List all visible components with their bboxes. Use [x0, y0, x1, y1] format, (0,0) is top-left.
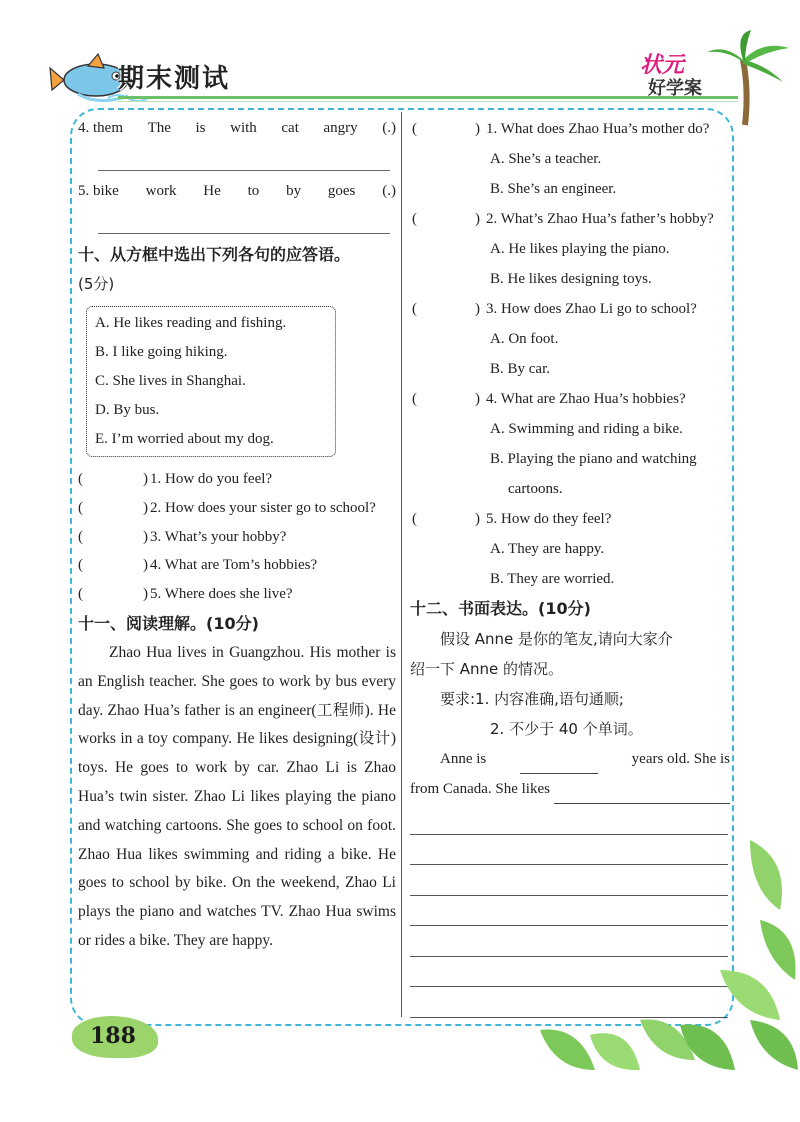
question-text: 4. What are Zhao Hua’s hobbies? [486, 390, 686, 407]
scramble-word: with [230, 120, 257, 136]
header-title: 期末测试 [118, 64, 231, 94]
writing-prompt-2: 绍一下 Anne 的情况。 [410, 660, 564, 678]
scramble-word: (.) [382, 120, 396, 136]
scramble-word: (.) [382, 183, 396, 199]
age-blank[interactable] [520, 755, 598, 774]
left-column [78, 114, 396, 956]
question-text: 5. Where does she live? [150, 586, 293, 603]
match-question-4 [78, 551, 396, 580]
answer-blank[interactable]: ( ) [412, 300, 480, 317]
page-number: 188 [90, 1023, 136, 1049]
option-text: A. They are happy. [490, 541, 605, 557]
writing-line-2 [410, 774, 730, 804]
answer-blank[interactable]: ( ) [412, 120, 480, 137]
page-header [0, 0, 800, 110]
scramble-word: cat [281, 120, 299, 136]
scramble-word: to [247, 183, 260, 199]
option-b: B. I like going hiking. [95, 344, 228, 360]
option-text: B. Playing the piano and watching [490, 451, 697, 467]
writing-text: years old. She is [631, 751, 730, 767]
answer-blank[interactable]: ( ) [78, 586, 148, 603]
scramble-word: angry [323, 120, 358, 136]
answer-blank[interactable]: ( ) [78, 557, 148, 574]
scramble-word: is [195, 120, 206, 136]
option-c: C. She lives in Shanghai. [95, 373, 246, 389]
page-number-badge [72, 1016, 158, 1058]
writing-requirement-1: 要求:1. 内容准确,语句通顺; [440, 690, 624, 708]
option-text: B. By car. [490, 361, 550, 377]
question-text: 1. How do you feel? [150, 470, 273, 487]
likes-blank[interactable] [554, 785, 730, 804]
option-text: B. They are worried. [490, 571, 615, 587]
scramble-word: 4. them [78, 120, 123, 136]
match-question-5 [78, 580, 396, 609]
match-question-1 [78, 465, 396, 494]
answer-blank[interactable]: ( ) [78, 470, 148, 487]
section-11-title: 十一、阅读理解。(10分) [78, 613, 259, 633]
question-text: 1. What does Zhao Hua’s mother do? [486, 120, 710, 137]
section-10-title: 十、从方框中选出下列各句的应答语。 [78, 245, 351, 264]
option-text: A. On foot. [490, 331, 559, 347]
option-a: A. He likes reading and fishing. [95, 315, 287, 331]
scramble-question-5 [78, 177, 396, 207]
answer-blank[interactable]: ( ) [412, 390, 480, 407]
option-text-continued: cartoons. [508, 481, 563, 497]
answer-blank[interactable]: ( ) [78, 528, 148, 545]
writing-prompt-1: 假设 Anne 是你的笔友,请向大家介 [440, 630, 673, 648]
reading-passage: Zhao Hua lives in Guangzhou. His mother is an English teacher. She goes to work by bus every day. Zhao Hua’s father is an engineer(工程师). He works in a toy company. He likes designing(设计) toys. He goes to work by car. Zhao Li is Zhao Hua’s twin sister. Zhao Li likes playing the piano and watching cartoons. She goes to school on foot. Zhao Hua likes swimming and riding a bike. He goes to school by bike. On the weekend, Zhao Li plays the piano and watches TV. Zhao Hua swims or rides a bike. They are happy. [78, 643, 396, 949]
match-question-2 [78, 494, 396, 523]
options-box [86, 306, 336, 457]
question-text: 2. How does your sister go to school? [150, 499, 376, 516]
reading-question-3 [410, 294, 730, 324]
option-d: D. By bus. [95, 402, 160, 418]
writing-line-1 [410, 744, 730, 774]
writing-text: from Canada. She likes [410, 781, 550, 797]
option-text: B. He likes designing toys. [490, 271, 652, 287]
answer-line-4[interactable] [98, 144, 390, 171]
question-text: 2. What’s Zhao Hua’s father’s hobby? [486, 210, 714, 227]
leaves-decoration-icon [520, 820, 800, 1080]
brand-name-bottom: 好学案 [648, 78, 702, 99]
scramble-word: by [286, 183, 302, 199]
header-rule [118, 96, 738, 99]
section-12-title: 十二、书面表达。(10分) [410, 599, 591, 618]
header-rule-thin [118, 101, 738, 102]
scramble-word: He [203, 183, 221, 199]
answer-line-5[interactable] [98, 207, 390, 234]
scramble-word: goes [327, 183, 356, 199]
question-text: 3. How does Zhao Li go to school? [486, 300, 697, 317]
writing-requirement-2: 2. 不少于 40 个单词。 [490, 720, 643, 738]
reading-question-1 [410, 114, 730, 144]
section-10-score: (5分) [78, 275, 115, 293]
match-question-3 [78, 523, 396, 552]
answer-blank[interactable]: ( ) [412, 510, 480, 527]
column-divider [401, 112, 402, 1017]
brand-name-top: 状元 [640, 53, 685, 78]
scramble-question-4 [78, 114, 396, 144]
answer-blank[interactable]: ( ) [78, 499, 148, 516]
reading-question-2 [410, 204, 730, 234]
question-text: 3. What’s your hobby? [150, 528, 287, 545]
option-text: A. He likes playing the piano. [490, 241, 670, 257]
option-e: E. I’m worried about my dog. [95, 431, 274, 447]
writing-text: Anne is [440, 751, 487, 767]
scramble-word: 5. bike [78, 183, 119, 199]
scramble-word: The [147, 120, 171, 136]
option-text: A. She’s a teacher. [490, 151, 602, 167]
question-text: 4. What are Tom’s hobbies? [150, 557, 318, 574]
scramble-word: work [145, 183, 177, 199]
option-text: A. Swimming and riding a bike. [490, 421, 683, 437]
answer-blank[interactable]: ( ) [412, 210, 480, 227]
option-text: B. She’s an engineer. [490, 181, 617, 197]
reading-question-4 [410, 384, 730, 414]
question-text: 5. How do they feel? [486, 510, 612, 527]
reading-question-5 [410, 504, 730, 534]
